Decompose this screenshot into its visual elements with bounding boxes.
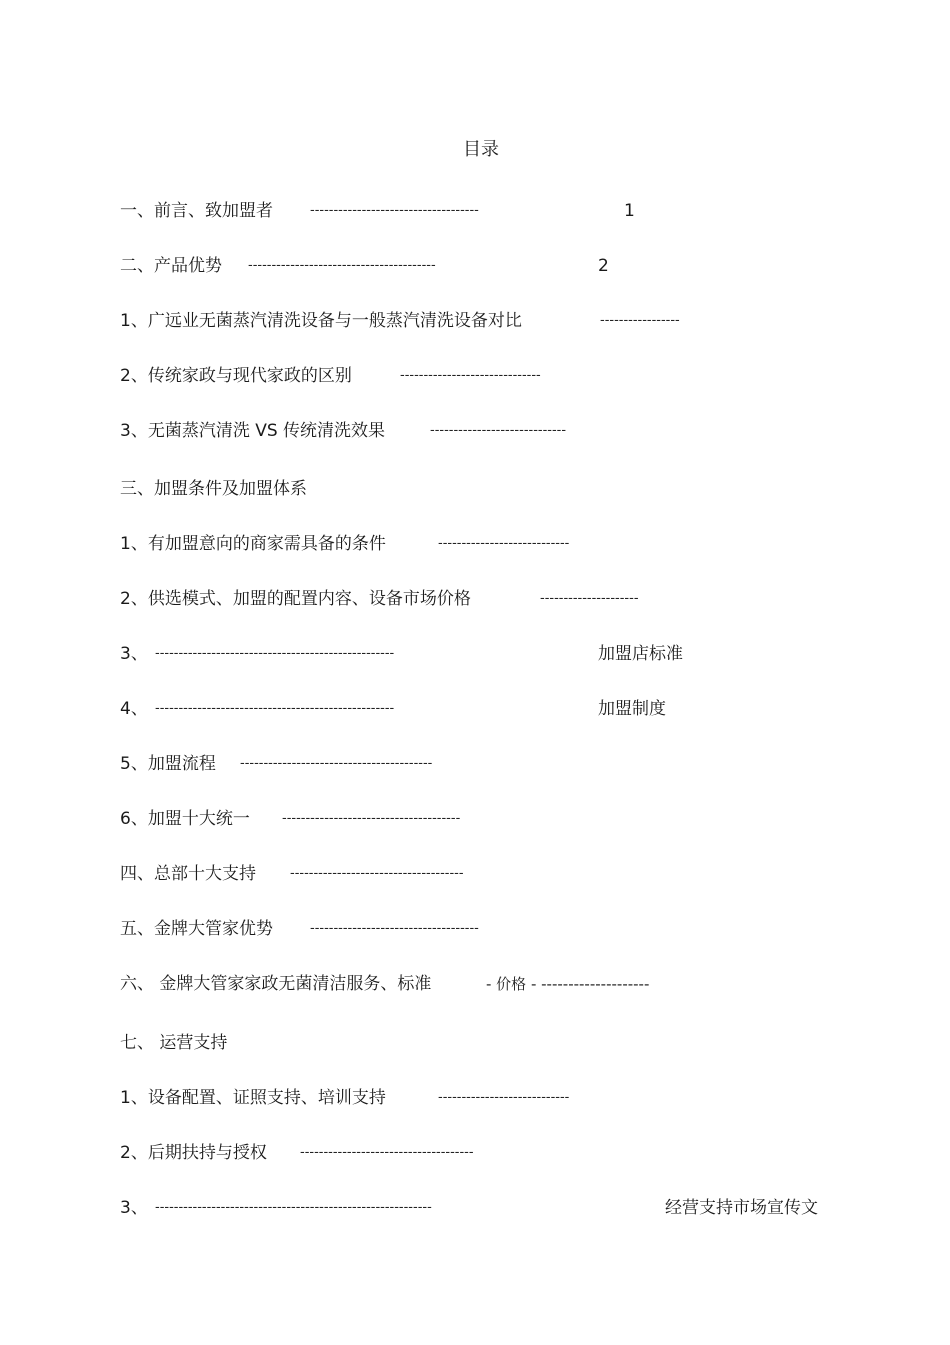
toc-entry-label: 2、传统家政与现代家政的区别 — [120, 366, 352, 386]
toc-entry-leader: ------------------------------------- — [300, 1145, 474, 1160]
toc-entry-label: 七、 运营支持 — [120, 1033, 228, 1053]
toc-entry-leader: ----------------------------------------------------------- — [155, 1200, 432, 1215]
toc-entry-trailing: 加盟制度 — [598, 699, 666, 719]
toc-entry — [0, 531, 950, 557]
toc-entry-label: 6、加盟十大统一 — [120, 809, 250, 829]
toc-entry-label: 1、广远业无菌蒸汽清洗设备与一般蒸汽清洗设备对比 — [120, 311, 522, 331]
toc-entry — [0, 586, 950, 612]
toc-entry-label: 五、金牌大管家优势 — [120, 919, 273, 939]
toc-entry-leader: ----------------------------- — [430, 423, 567, 438]
toc-entry — [0, 751, 950, 777]
toc-entry — [0, 308, 950, 334]
toc-entry-leader: --------------------------------------------------- — [155, 646, 395, 661]
toc-entry-label: 四、总部十大支持 — [120, 864, 256, 884]
toc-entry-label: 3、 — [120, 1198, 148, 1218]
toc-entry-leader: ----------------- — [600, 313, 680, 328]
toc-entry — [0, 971, 950, 997]
toc-entry-label: 2、后期扶持与授权 — [120, 1143, 267, 1163]
toc-entry-label: 三、加盟条件及加盟体系 — [120, 479, 307, 499]
toc-entry-page: 1 — [624, 201, 635, 221]
toc-entry-label: 1、设备配置、证照支持、培训支持 — [120, 1088, 386, 1108]
toc-entry — [0, 1085, 950, 1111]
toc-entry-label: 六、 金牌大管家家政无菌清洁服务、标准 — [120, 974, 432, 994]
toc-entry — [0, 363, 950, 389]
toc-entry-label: 5、加盟流程 — [120, 754, 216, 774]
toc-entry-label: 4、 — [120, 699, 148, 719]
toc-entry-page: 2 — [598, 256, 609, 276]
toc-entry — [0, 1195, 950, 1221]
toc-entry — [0, 198, 950, 224]
toc-entry-leader: --------------------------------------------------- — [155, 701, 395, 716]
toc-entry-label: 1、有加盟意向的商家需具备的条件 — [120, 534, 386, 554]
toc-entry-leader: ----------------------------------------- — [240, 756, 433, 771]
toc-entry-leader: ------------------------------------ — [310, 921, 479, 936]
toc-entry-leader: ---------------------------- — [438, 536, 570, 551]
toc-entry-label: 2、供选模式、加盟的配置内容、设备市场价格 — [120, 589, 471, 609]
toc-entry-leader: -------------------------------------- — [282, 811, 461, 826]
toc-entry-trailing: 经营支持市场宣传文 — [665, 1198, 818, 1218]
toc-entry — [0, 1140, 950, 1166]
toc-entry-label: 二、产品优势 — [120, 256, 222, 276]
toc-entry-trailing: 加盟店标准 — [598, 644, 683, 664]
toc-entry-leader: ------------------------------------ — [310, 203, 479, 218]
toc-entry — [0, 916, 950, 942]
toc-section-heading — [0, 476, 950, 502]
toc-entry — [0, 418, 950, 444]
toc-section-heading — [0, 1030, 950, 1056]
toc-entry-leader: - 价格 - -------------------- — [486, 975, 650, 993]
toc-entry — [0, 253, 950, 279]
toc-entry — [0, 861, 950, 887]
toc-entry — [0, 696, 950, 722]
toc-entry — [0, 641, 950, 667]
toc-entry-leader: --------------------- — [540, 591, 639, 606]
toc-entry-leader: ---------------------------- — [438, 1090, 570, 1105]
toc-entry-leader: ------------------------------ — [400, 368, 541, 383]
toc-entry-label: 3、无菌蒸汽清洗 VS 传统清洗效果 — [120, 421, 386, 441]
page-title: 目录 — [463, 139, 499, 160]
toc-entry-leader: ---------------------------------------- — [248, 258, 436, 273]
toc-entry-label: 3、 — [120, 644, 148, 664]
toc-entry — [0, 806, 950, 832]
toc-entry-label: 一、前言、致加盟者 — [120, 201, 273, 221]
toc-entry-leader: ------------------------------------- — [290, 866, 464, 881]
